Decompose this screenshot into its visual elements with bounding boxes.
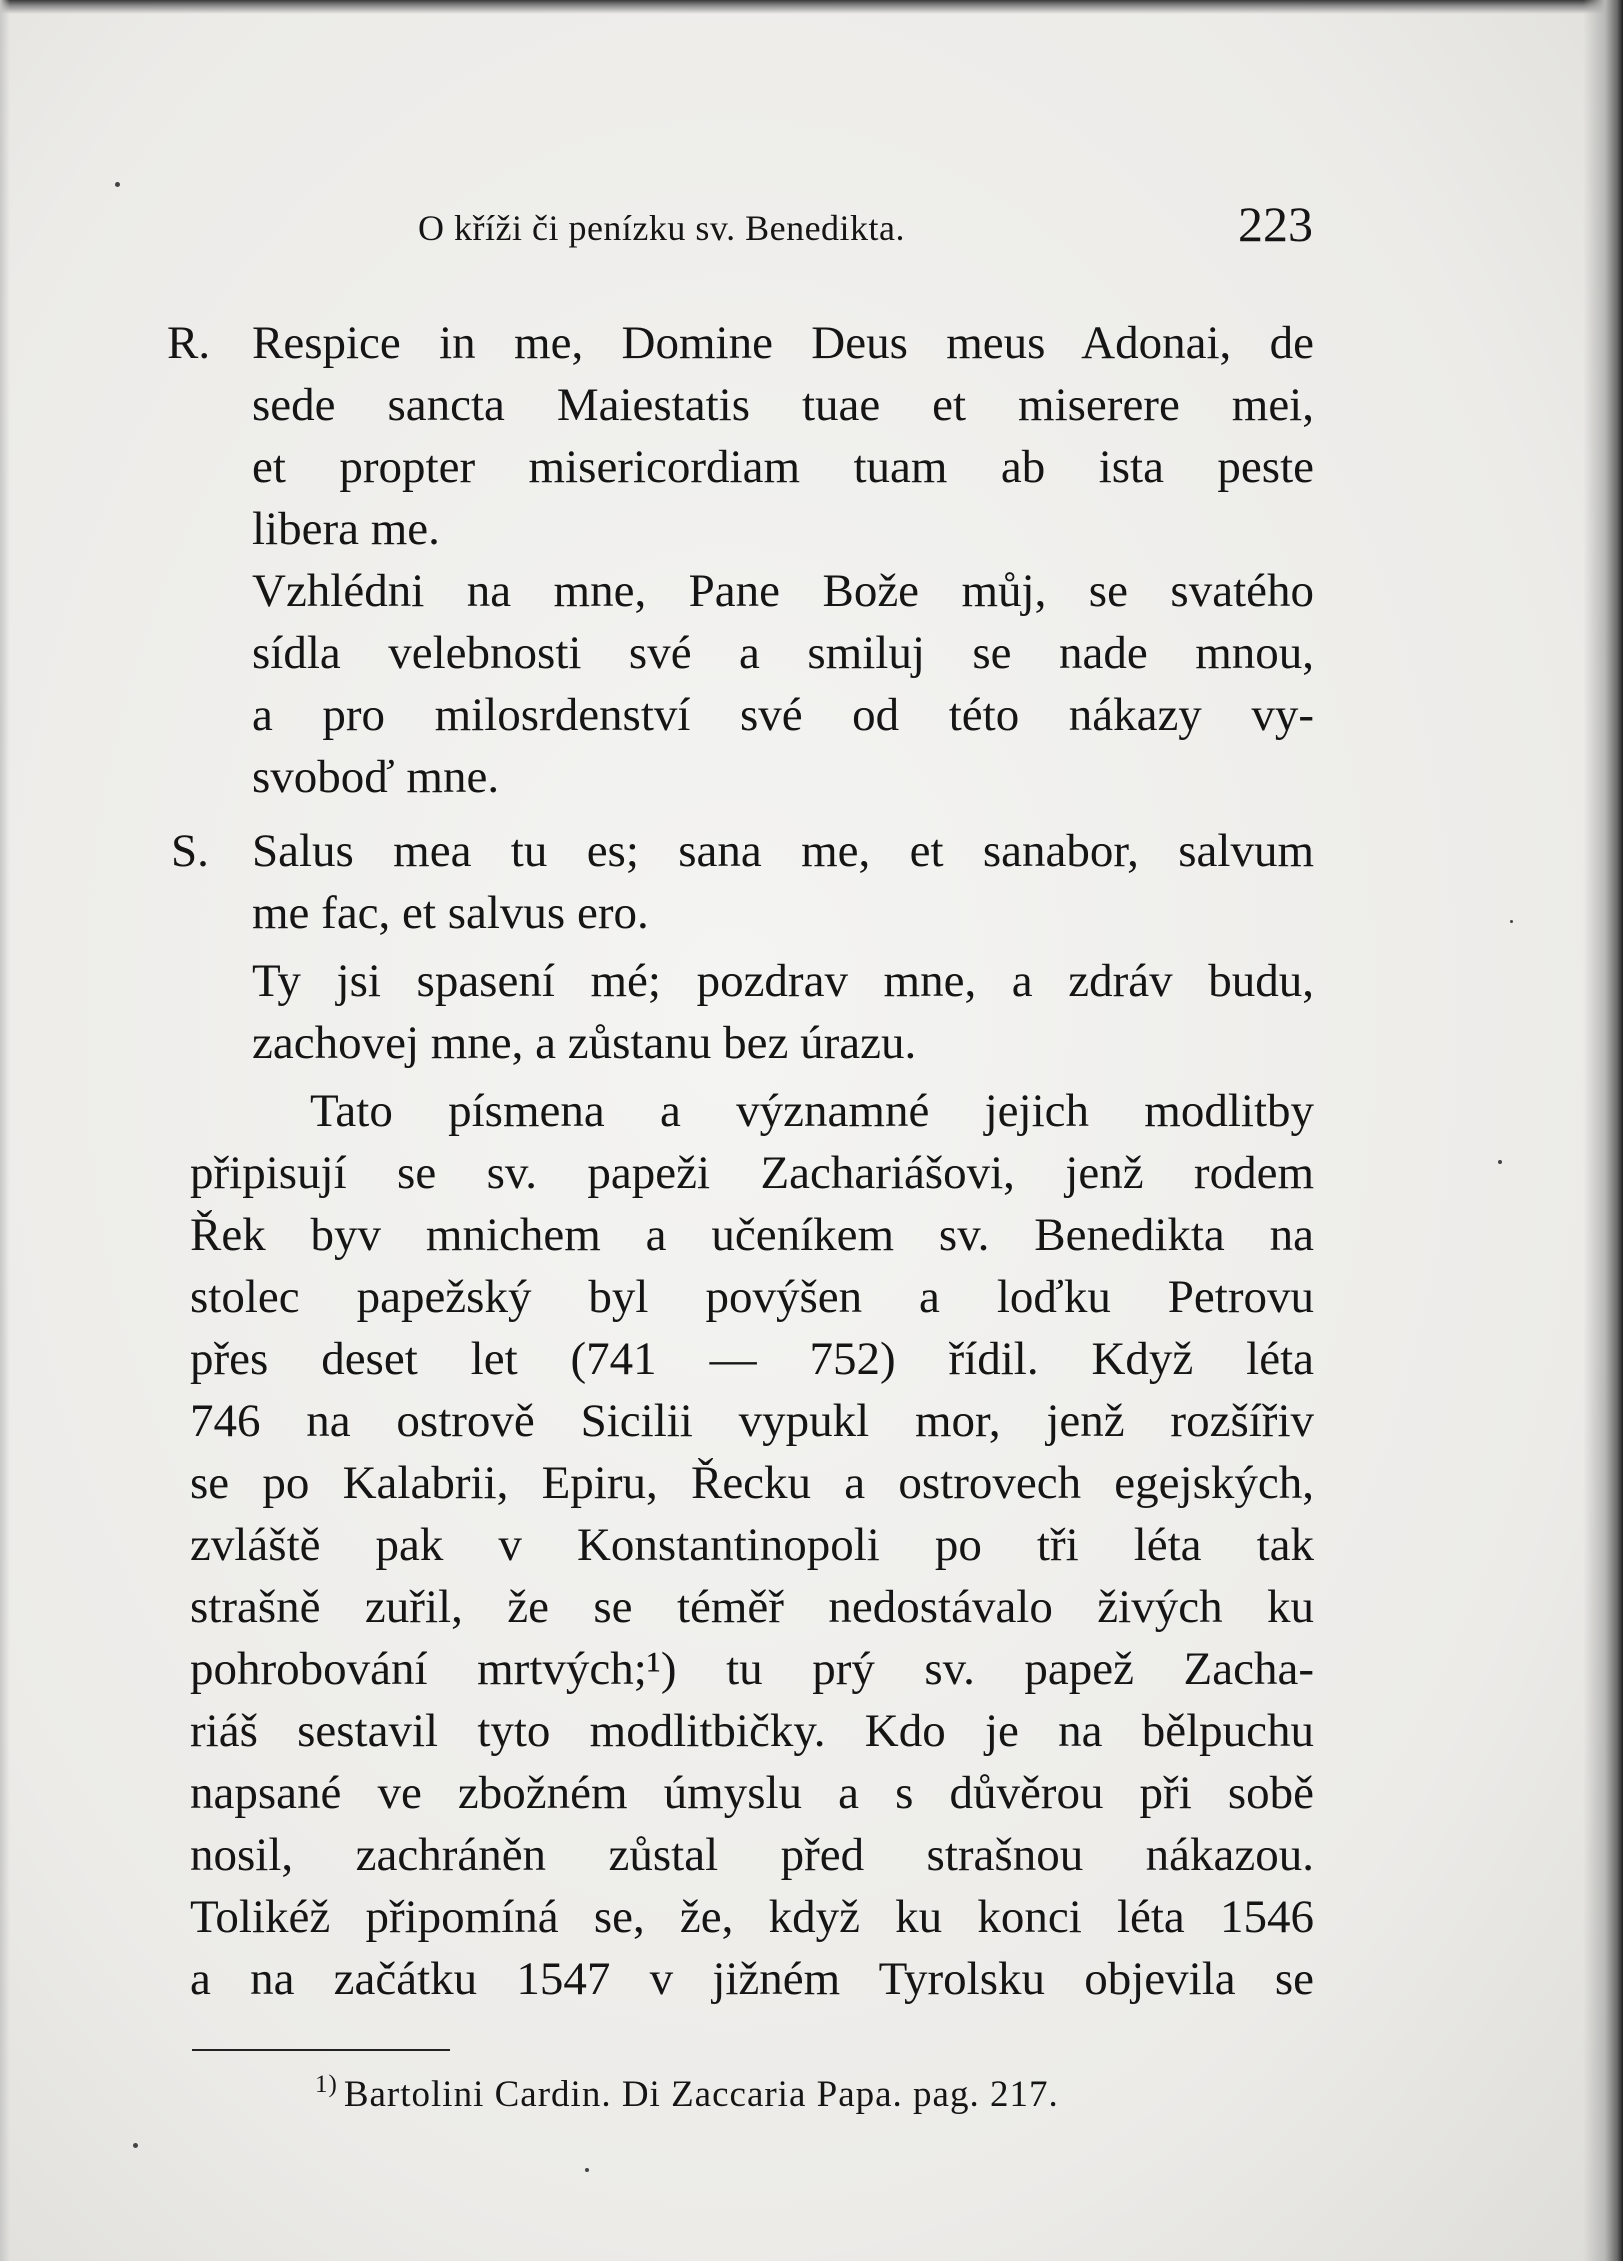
scan-speck [1498,1160,1502,1164]
salus-latin-line: me fac, et salvus ero. [252,887,649,939]
salus-latin-line: Salus mea tu es; sana me, et sanabor, salvum [252,825,1314,877]
paragraph-line: Řek byv mnichem a učeníkem sv. Benedikta na [190,1209,1314,1261]
response-latin-line: et propter misericordiam tuam ab ista peste [252,441,1314,493]
response-latin-line: libera me. [252,503,440,555]
response-latin-line: Respice in me, Domine Deus meus Adonai, de [252,317,1314,369]
salus-czech-line: Ty jsi spasení mé; pozdrav mne, a zdráv budu, [252,955,1314,1007]
paragraph-line: připisují se sv. papeži Zachariášovi, jenž rodem [190,1147,1314,1199]
page-number: 223 [1238,196,1313,252]
scan-edge-right [1583,0,1623,2261]
paragraph-line: Tolikéž připomíná se, že, když ku konci léta 1546 [190,1891,1314,1943]
paragraph-line: 746 na ostrově Sicilii vypukl mor, jenž rozšířiv [190,1395,1314,1447]
scan-speck [133,2143,138,2148]
response-czech-line: a pro milosrdenství své od této nákazy vy- [252,689,1314,741]
response-marker: R. [167,317,211,369]
paragraph-line: přes deset let (741 — 752) řídil. Když léta [190,1333,1314,1385]
running-title: O kříži či penízku sv. Benedikta. [418,208,906,248]
response-czech-line: sídla velebnosti své a smiluj se nade mnou, [252,627,1314,679]
scan-edge-left [0,0,10,2261]
paragraph-line: nosil, zachráněn zůstal před strašnou nákazou. [190,1829,1314,1881]
footnote [315,2071,1059,2116]
paragraph-line: riáš sestavil tyto modlitbičky. Kdo je na bělpuchu [190,1705,1314,1757]
paragraph-line: napsané ve zbožném úmyslu a s důvěrou při sobě [190,1767,1314,1819]
paragraph-line: se po Kalabrii, Epiru, Řecku a ostrovech egejských, [190,1457,1314,1509]
response-czech-line: Vzhlédni na mne, Pane Bože můj, se svatého [252,565,1314,617]
footnote-text: Bartolini Cardin. Di Zaccaria Papa. pag. 217. [343,2074,1059,2115]
salus-czech-line: zachovej mne, a zůstanu bez úrazu. [252,1017,917,1069]
paragraph-line: stolec papežský byl povýšen a loďku Petrovu [190,1271,1314,1323]
salus-marker: S. [171,825,209,877]
paragraph-line: a na začátku 1547 v jižném Tyrolsku objevila se [190,1953,1314,2005]
page-header [418,195,1313,257]
footnote-mark: 1) [315,2071,338,2098]
scan-speck [1510,920,1513,923]
scan-edge-top [0,0,1623,14]
footnote-rule [192,2049,450,2051]
scan-speck [115,182,120,187]
paragraph-line: pohrobování mrtvých;¹) tu prý sv. papež Zacha- [190,1643,1314,1695]
scan-speck [585,2168,589,2172]
paragraph-line: Tato písmena a významné jejich modlitby [310,1085,1314,1137]
paragraph-line: zvláště pak v Konstantinopoli po tři léta tak [190,1519,1314,1571]
paragraph-line: strašně zuřil, že se téměř nedostávalo živých ku [190,1581,1314,1633]
response-czech-line: svoboď mne. [252,751,500,803]
response-latin-line: sede sancta Maiestatis tuae et miserere mei, [252,379,1314,431]
